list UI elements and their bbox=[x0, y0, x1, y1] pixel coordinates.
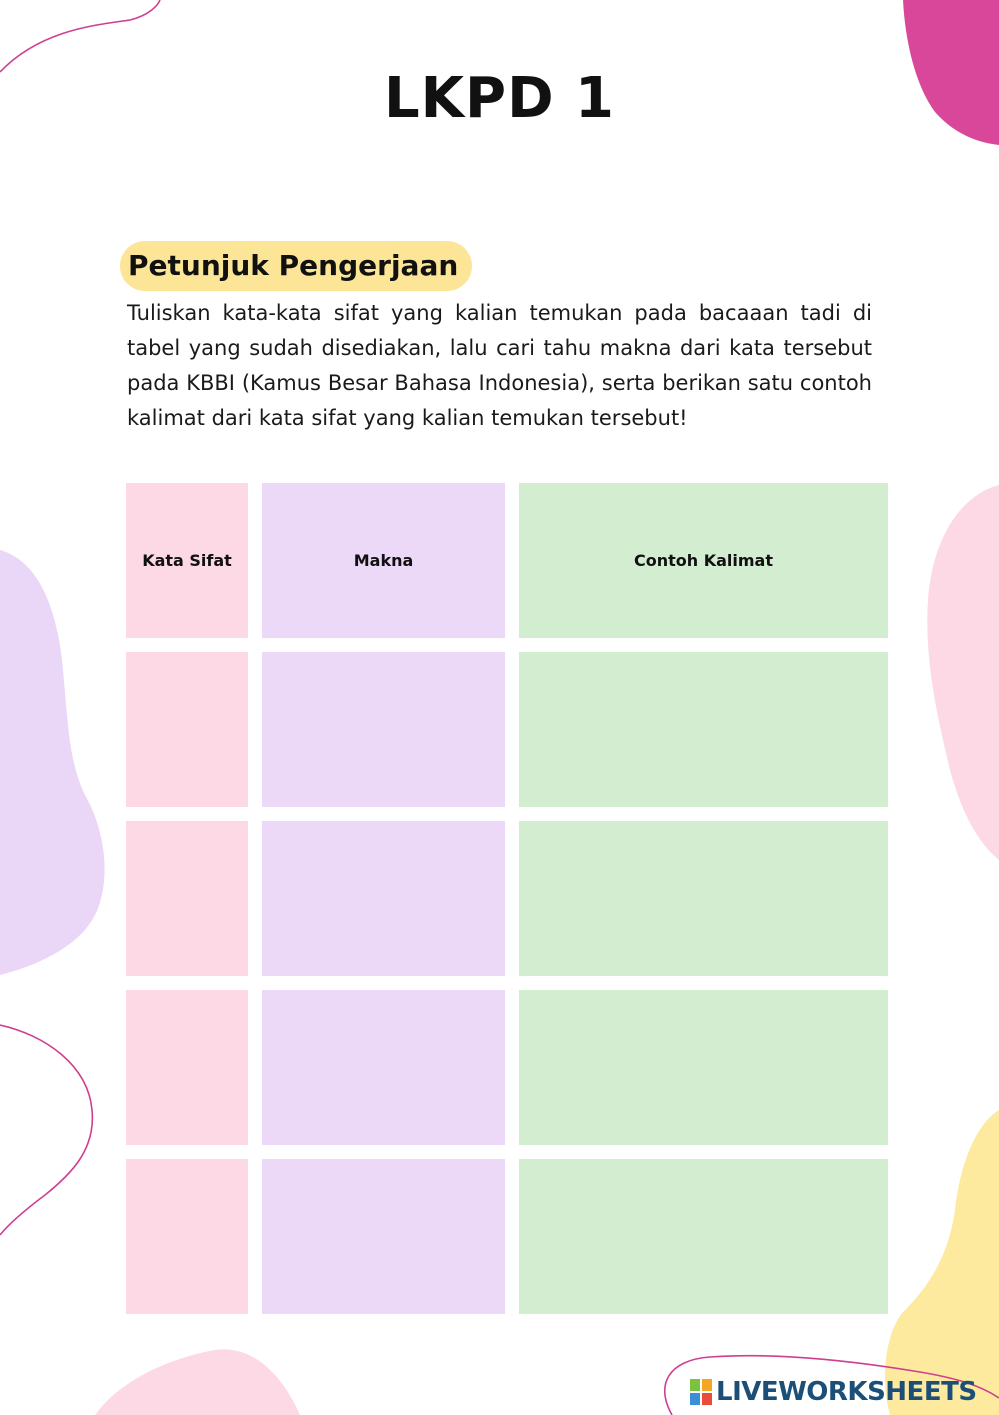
answer-cell-kata-sifat-1[interactable] bbox=[126, 652, 248, 807]
decor-blob-right bbox=[927, 485, 999, 860]
answer-cell-contoh-kalimat-1[interactable] bbox=[519, 652, 888, 807]
answer-cell-makna-3[interactable] bbox=[262, 990, 505, 1145]
answer-cell-contoh-kalimat-2[interactable] bbox=[519, 821, 888, 976]
header-cell-contoh-kalimat bbox=[519, 483, 888, 638]
answer-cell-kata-sifat-3[interactable] bbox=[126, 990, 248, 1145]
header-cell-makna bbox=[262, 483, 505, 638]
decor-curve-top-left bbox=[0, 0, 160, 72]
header-label-kata-sifat: Kata Sifat bbox=[142, 551, 232, 570]
answer-cell-makna-2[interactable] bbox=[262, 821, 505, 976]
instructions-heading: Petunjuk Pengerjaan bbox=[120, 241, 472, 291]
liveworksheets-logo bbox=[690, 1374, 977, 1410]
liveworksheets-logo-icon bbox=[690, 1379, 712, 1405]
page-title: LKPD 1 bbox=[383, 66, 616, 131]
instructions-text: Tuliskan kata-kata sifat yang kalian temukan pada bacaaan tadi di tabel yang sudah disediakan, lalu cari tahu makna dari kata tersebut pada KBBI (Kamus Besar Bahasa Indonesia), serta berikan satu contoh kalimat dari kata sifat yang kalian temukan tersebut! bbox=[127, 301, 872, 430]
header-cell-kata-sifat bbox=[126, 483, 248, 638]
decor-curve-left bbox=[0, 1025, 92, 1235]
answer-cell-kata-sifat-2[interactable] bbox=[126, 821, 248, 976]
answer-cell-kata-sifat-4[interactable] bbox=[126, 1159, 248, 1314]
answer-cell-contoh-kalimat-3[interactable] bbox=[519, 990, 888, 1145]
answer-table bbox=[126, 483, 888, 1314]
answer-cell-contoh-kalimat-4[interactable] bbox=[519, 1159, 888, 1314]
answer-cell-makna-1[interactable] bbox=[262, 652, 505, 807]
decor-blob-left bbox=[0, 550, 105, 975]
header-label-makna: Makna bbox=[353, 551, 414, 570]
answer-cell-makna-4[interactable] bbox=[262, 1159, 505, 1314]
decor-blob-bottom-left bbox=[95, 1349, 300, 1415]
header-label-contoh-kalimat: Contoh Kalimat bbox=[633, 551, 773, 570]
logo-text: LIVEWORKSHEETS bbox=[716, 1377, 977, 1407]
